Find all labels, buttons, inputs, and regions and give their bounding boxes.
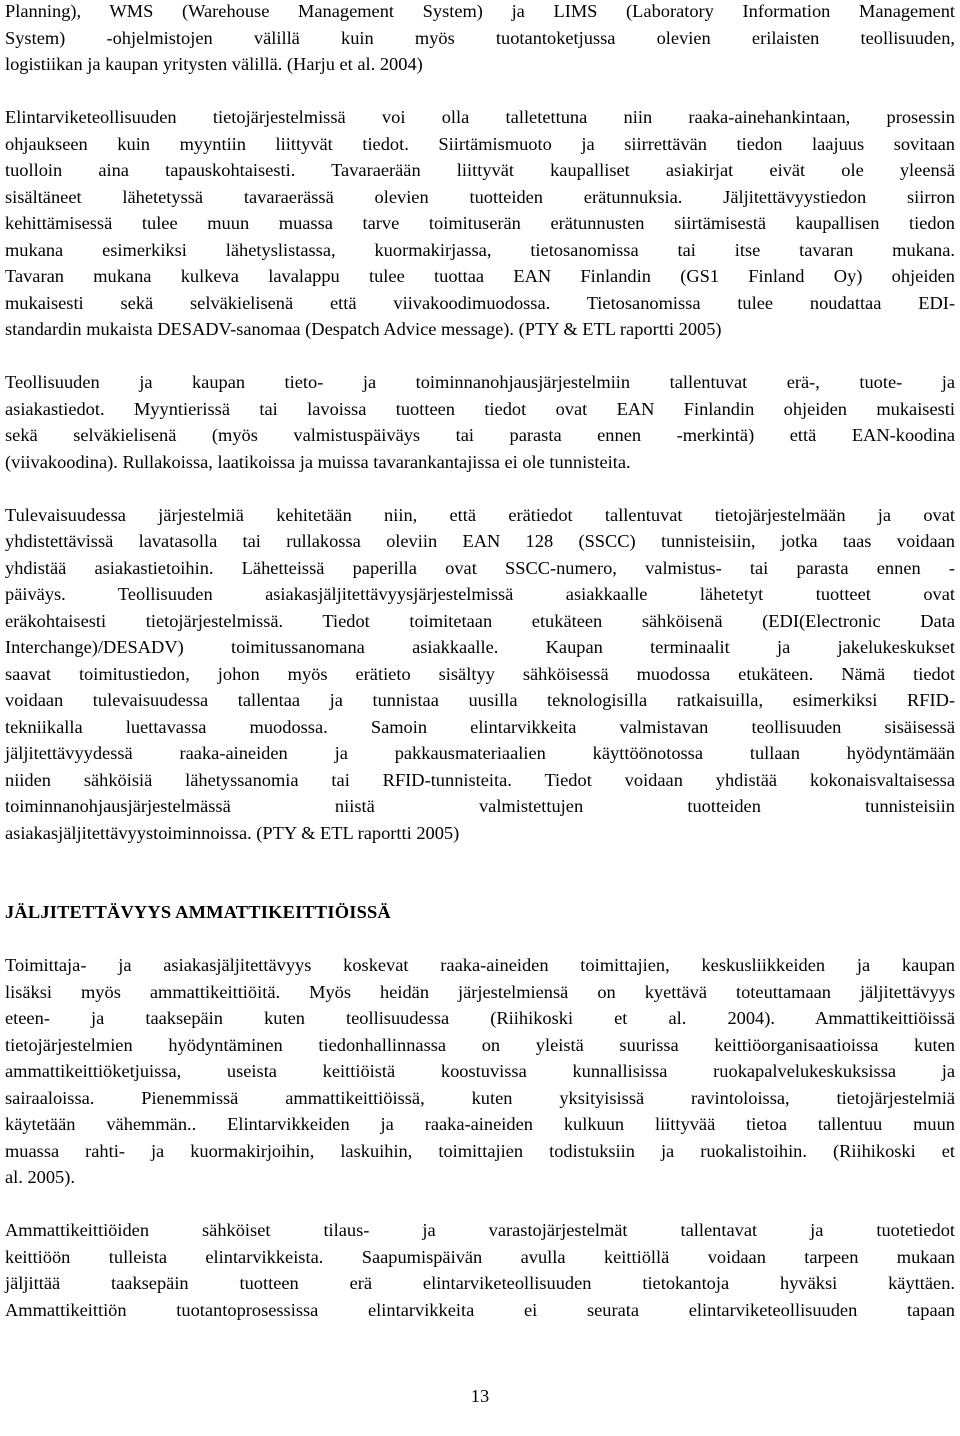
text-line: voidaan tulevaisuudessa tallentaa ja tunnistaa uusilla teknologisilla ratkaisuilla, esimerkiksi RFID- — [5, 690, 955, 710]
text-line: Ammattikeittiöiden sähköiset tilaus- ja varastojärjestelmät tallentavat ja tuotetiedot — [5, 1220, 955, 1240]
text-line: standardin mukaista DESADV-sanomaa (Despatch Advice message). (PTY & ETL raportti 2005) — [5, 319, 722, 339]
text-line: mukana esimerkiksi lähetyslistassa, kuormakirjassa, tietosanomissa tai itse tavaran mukana. — [5, 239, 955, 260]
text-line: keittiöön tulleista elintarvikkeista. Saapumispäivän avulla keittiöllä voidaan tarpeen mukaan — [5, 1246, 955, 1267]
text-line: Planning), WMS (Warehouse Management System) ja LIMS (Laboratory Information Management — [5, 1, 955, 21]
text-line: Teollisuuden ja kaupan tieto- ja toiminnanohjausjärjestelmiin tallentuvat erä-, tuote- ja — [5, 372, 955, 392]
text-line: eteen- ja taaksepäin kuten teollisuudessa (Riihikoski et al. 2004). Ammattikeittiöissä — [5, 1008, 955, 1028]
page-number: 13 — [470, 1386, 490, 1406]
paragraph-industry-trade-systems — [5, 369, 955, 475]
text-line: sisältäneet lähetetyssä tavaraerässä olevien tuotteiden erätunnuksia. Jäljitettävyystiedon siirron — [5, 186, 955, 207]
text-line: eräkohtaisesti tietojärjestelmissä. Tiedot toimitetaan etukäteen sähköisenä (EDI(Electronic Data — [5, 610, 955, 631]
paragraph-food-industry-systems — [5, 104, 955, 343]
text-line: Elintarviketeollisuuden tietojärjestelmissä voi olla talletettuna niin raaka-ainehankintaan, prosessin — [5, 107, 955, 127]
paragraph-future-systems — [5, 502, 955, 847]
text-line: logistiikan ja kaupan yritysten välillä. (Harju et al. 2004) — [5, 54, 423, 74]
text-line: (viivakoodina). Rullakoissa, laatikoissa ja muissa tavarankantajissa ei ole tunnisteita. — [5, 451, 631, 472]
text-line: lisäksi myös ammattikeittiöitä. Myös heidän järjestelmiensä on kyettävä toteuttamaan jäljitettävyys — [5, 981, 955, 1002]
text-line: tuolloin aina tapauskohtaisesti. Tavaraerään liittyvät kaupalliset asiakirjat eivät ole yleensä — [5, 160, 955, 180]
text-line: ammattikeittiöketjuissa, useista keittiöistä koostuvissa kunnallisissa ruokapalvelukeskuksissa ja — [5, 1061, 955, 1081]
text-line: niiden sähköisiä lähetyssanomia tai RFID-tunnisteita. Tiedot voidaan yhdistää kokonaisvaltaisessa — [5, 769, 955, 790]
text-line: asiakastiedot. Myyntierissä tai lavoissa tuotteen tiedot ovat EAN Finlandin ohjeiden mukaisesti — [5, 398, 955, 419]
text-line: saavat toimitustiedon, johon myös erätieto sisältyy sähköisessä muodossa etukäteen. Nämä tiedot — [5, 663, 955, 684]
text-line: toiminnanohjausjärjestelmässä niistä valmistettujen tuotteiden tunnisteisiin — [5, 796, 955, 816]
text-line: yhdistettävissä lavatasolla tai rullakossa oleviin EAN 128 (SSCC) tunnisteisiin, jotka taas voidaan — [5, 531, 955, 551]
text-line: Ammattikeittiön tuotantoprosessissa elintarvikkeita ei seurata elintarviketeollisuuden tapaan — [5, 1299, 955, 1320]
text-line: jäljittää taaksepäin tuotteen erä elintarviketeollisuuden tietokantoja hyväksi käyttäen. — [5, 1273, 955, 1293]
text-line: Tavaran mukana kulkeva lavalappu tulee tuottaa EAN Finlandin (GS1 Finland Oy) ohjeiden — [5, 266, 955, 286]
text-line: ohjaukseen kuin myyntiin liittyvät tiedot. Siirtämismuoto ja siirrettävän tiedon laajuus sovitaan — [5, 133, 955, 154]
text-line: käytetään vähemmän.. Elintarvikkeiden ja raaka-aineiden kulkuun liittyvää tietoa tallentuu muun — [5, 1114, 955, 1134]
section-heading: JÄLJITETTÄVYYS AMMATTIKEITTIÖISSÄ — [5, 902, 391, 922]
text-line: yhdistää asiakastietoihin. Lähetteissä paperilla ovat SSCC-numero, valmistus- tai parasta ennen - — [5, 557, 955, 578]
text-line: tekniikalla luettavassa muodossa. Samoin elintarvikkeita valmistavan teollisuuden sisäisessä — [5, 716, 955, 737]
text-line: Toimittaja- ja asiakasjäljitettävyys koskevat raaka-aineiden toimittajien, keskusliikkeiden ja kaupan — [5, 955, 955, 975]
text-line: Tulevaisuudessa järjestelmiä kehitetään niin, että erätiedot tallentuvat tietojärjestelmään ja ovat — [5, 504, 955, 525]
text-line: al. 2005). — [5, 1167, 75, 1187]
text-line: System) -ohjelmistojen välillä kuin myös tuotantoketjussa olevien erilaisten teollisuuden, — [5, 27, 955, 48]
text-line: sairaaloissa. Pienemmissä ammattikeittiöissä, kuten yksityisissä ravintoloissa, tietojärjestelmiä — [5, 1087, 955, 1108]
text-line: sekä selväkielisenä (myös valmistuspäiväys tai parasta ennen -merkintä) että EAN-koodina — [5, 425, 955, 445]
text-line: asiakasjäljitettävyystoiminnoissa. (PTY & ETL raportti 2005) — [5, 822, 460, 843]
text-line: tietojärjestelmien hyödyntäminen tiedonhallinnassa on yleistä suurissa keittiöorganisaatioissa kuten — [5, 1034, 955, 1055]
paragraph-professional-kitchens — [5, 952, 955, 1191]
text-line: kehittämisessä tulee muun muassa tarve toimituserän erätunnusten siirtämisestä kaupallisen tiedon — [5, 213, 955, 233]
paragraph-kitchen-ordering-systems — [5, 1217, 955, 1323]
paragraph-intro-continuation — [5, 0, 955, 78]
text-line: mukaisesti sekä selväkielisenä että viivakoodimuodossa. Tietosanomissa tulee noudattaa EDI- — [5, 292, 955, 313]
text-line: Interchange)/DESADV) toimitussanomana asiakkaalle. Kaupan terminaalit ja jakelukeskukset — [5, 637, 955, 657]
text-line: muassa rahti- ja kuormakirjoihin, laskuihin, toimittajien todistuksiin ja ruokalistoihin. (Riihikoski et — [5, 1140, 955, 1161]
text-line: päiväys. Teollisuuden asiakasjäljitettävyysjärjestelmissä asiakkaalle lähetetyt tuotteet ovat — [5, 584, 955, 604]
text-line: jäljitettävyydessä raaka-aineiden ja pakkausmateriaalien käyttöönotossa tullaan hyödyntämään — [5, 743, 955, 763]
